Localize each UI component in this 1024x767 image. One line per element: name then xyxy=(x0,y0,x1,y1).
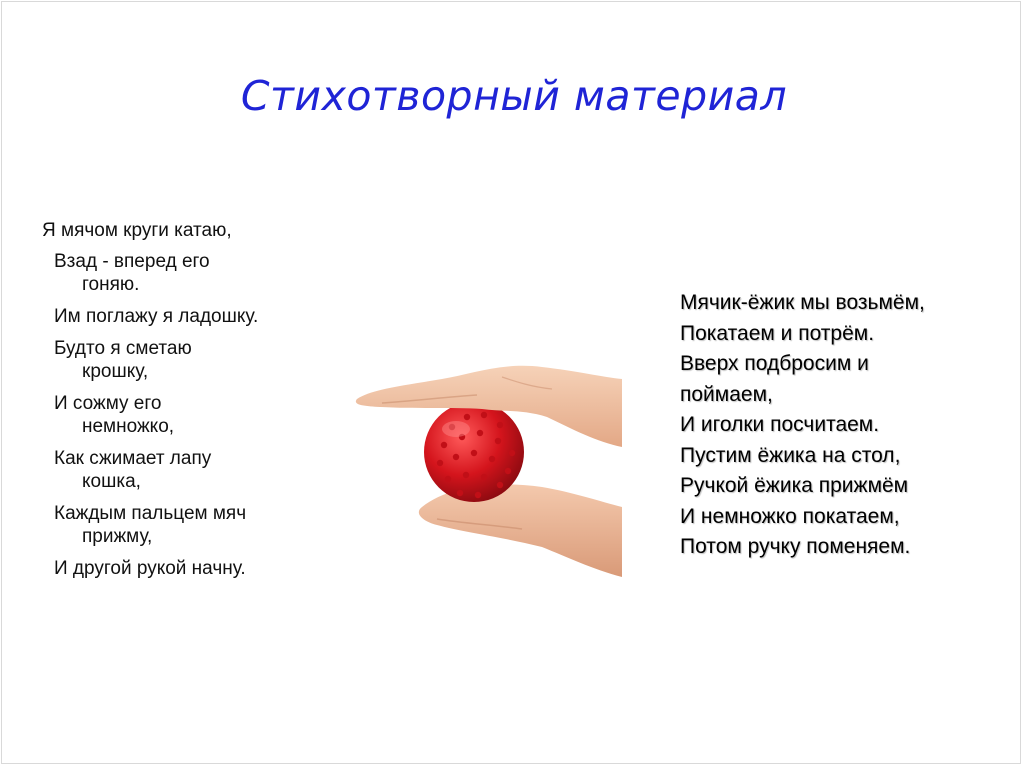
poem-stanza xyxy=(42,250,342,296)
bottom-hand xyxy=(419,484,622,577)
poem-line: немножко, xyxy=(82,416,175,437)
slide-title: Стихотворный материал xyxy=(240,72,788,120)
poem-line: Пустим ёжика на стол, xyxy=(680,443,901,467)
poem-line: прижму, xyxy=(82,526,153,547)
poem-line: поймаем, xyxy=(680,382,773,406)
spiky-ball xyxy=(424,402,524,502)
poem-stanza xyxy=(42,392,342,438)
poem-line: Как сжимает лапу xyxy=(54,448,212,469)
poem-line: И другой рукой начну. xyxy=(54,558,246,579)
poem-line: Каждым пальцем мяч xyxy=(54,503,247,524)
poem-line: кошка, xyxy=(82,471,141,492)
poem-line: крошку, xyxy=(82,361,149,382)
poem-stanza xyxy=(42,305,342,328)
poem-line: Взад - вперед его xyxy=(54,251,210,272)
poem-line: гоняю. xyxy=(82,274,140,295)
right-poem xyxy=(680,288,1010,563)
poem-line: Ручкой ёжика прижмём xyxy=(680,474,909,497)
poem-stanza xyxy=(42,557,342,580)
poem-line: И иголки посчитаем. xyxy=(680,413,880,436)
poem-line: Будто я сметаю xyxy=(54,338,192,359)
poem-line: Покатаем и потрём. xyxy=(680,321,875,345)
poem-line: Им поглажу я ладошку. xyxy=(54,306,259,327)
poem-stanza xyxy=(42,447,342,493)
left-poem xyxy=(42,219,342,589)
slide xyxy=(1,1,1021,764)
poem-line: И сожму его xyxy=(54,393,162,414)
poem-line: Потом ручку поменяем. xyxy=(680,535,911,558)
poem-stanza xyxy=(42,337,342,383)
poem-line: Мячик-ёжик мы возьмём, xyxy=(680,291,925,314)
poem-line: Я мячом круги катаю, xyxy=(42,220,232,241)
poem-line: Вверх подбросим и xyxy=(680,352,869,375)
poem-line: И немножко покатаем, xyxy=(680,504,900,528)
poem-stanza xyxy=(42,502,342,548)
hands-with-spiky-ball-image xyxy=(352,337,622,582)
